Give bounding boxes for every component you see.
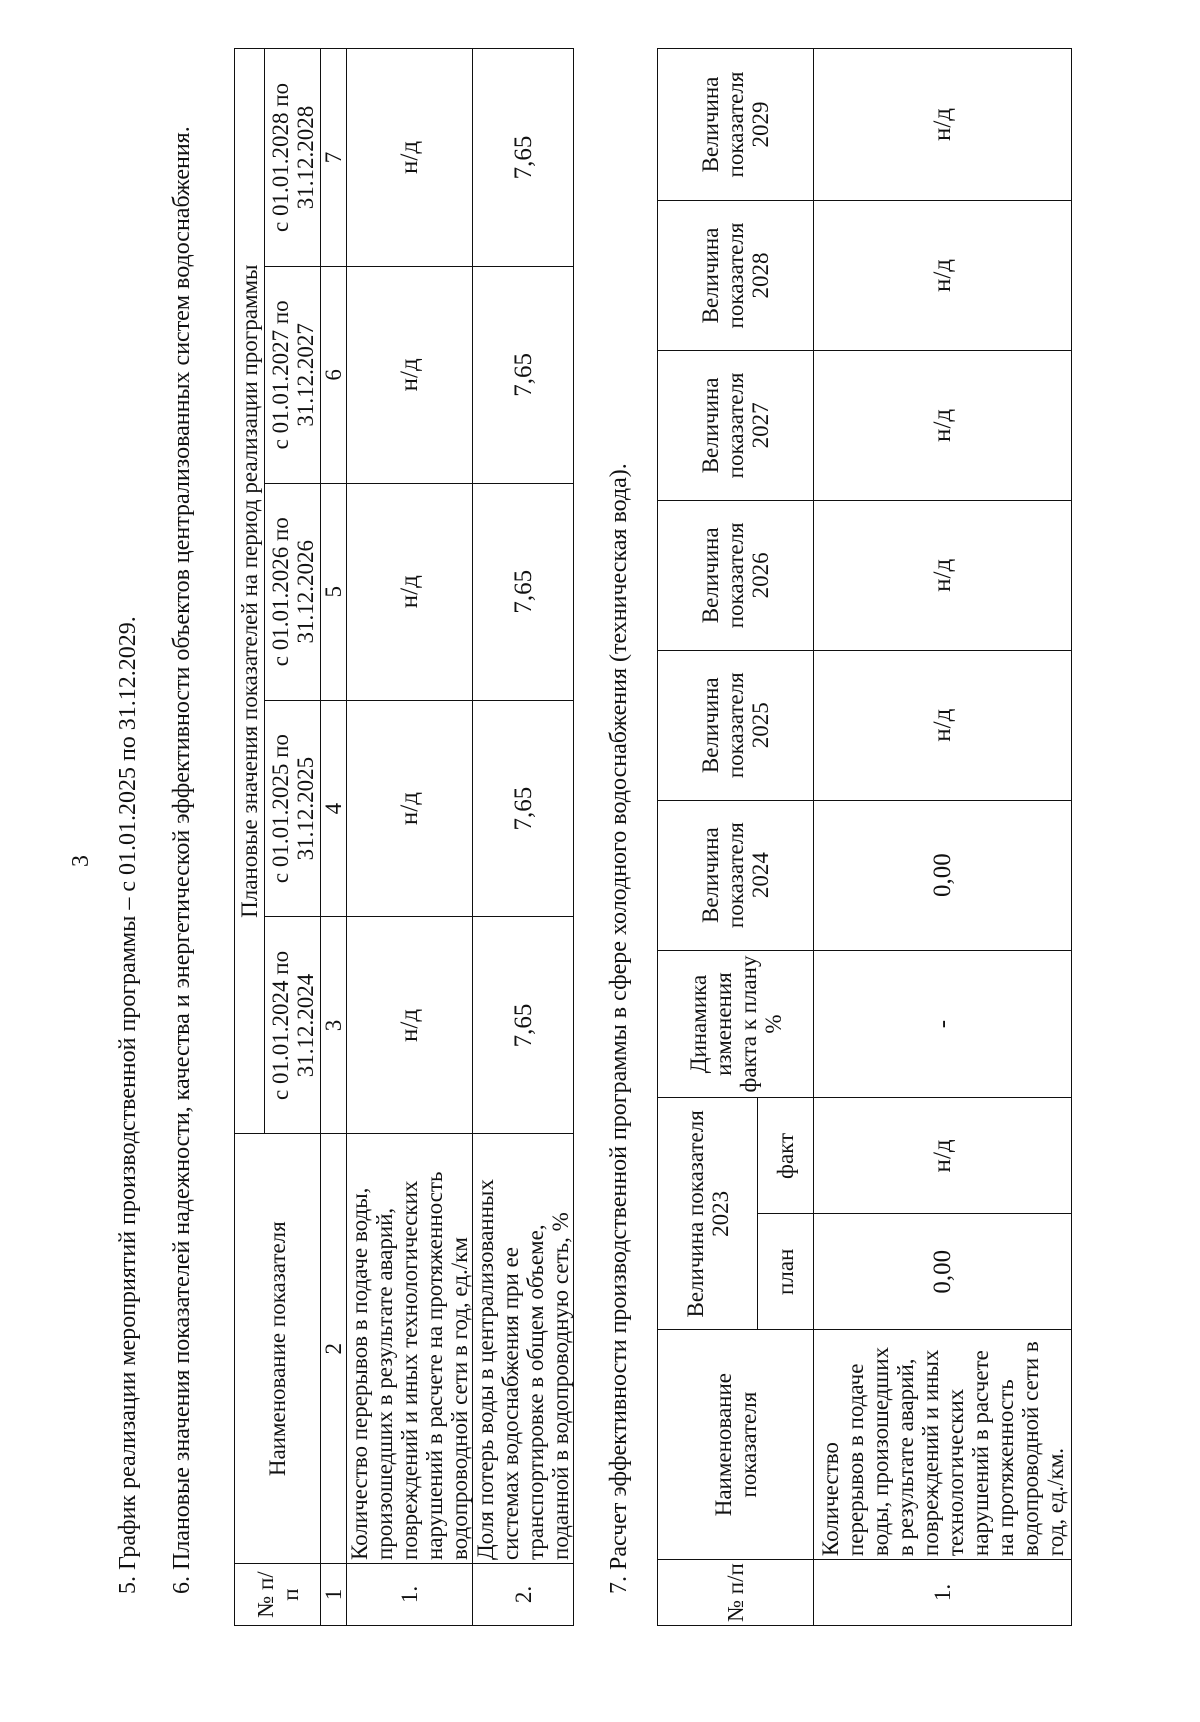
value-cell: 7,65 bbox=[473, 266, 574, 483]
value-cell: н/д bbox=[347, 266, 473, 483]
value-cell: 7,65 bbox=[473, 483, 574, 700]
row-number: 1. bbox=[814, 1560, 1072, 1626]
efficiency-calculation-table bbox=[657, 48, 1072, 1626]
value-cell: н/д bbox=[814, 500, 1072, 650]
header-number: № п/п bbox=[235, 1564, 321, 1626]
header-value-2023: Величина показателя 2023 bbox=[658, 1098, 758, 1330]
header-indicator-name: Наименование показателя bbox=[235, 1134, 321, 1564]
indicator-name: Количество перерывов в подаче воды, произошедших в результате аварий, повреждений и иных технологических нарушений в расчете на протяженность водопроводной сети в год, ед./км. bbox=[814, 1330, 1072, 1560]
header-period-2025: с 01.01.2025 по 31.12.2025 bbox=[265, 700, 321, 917]
header-period-2026: с 01.01.2026 по 31.12.2026 bbox=[265, 483, 321, 700]
header-value-2028: Величина показателя 2028 bbox=[658, 201, 814, 351]
header-value-2026: Величина показателя 2026 bbox=[658, 500, 814, 650]
value-cell: н/д bbox=[347, 49, 473, 267]
value-cell: н/д bbox=[347, 700, 473, 917]
value-cell: н/д bbox=[347, 917, 473, 1134]
value-cell: 7,65 bbox=[473, 700, 574, 917]
fact-value: н/д bbox=[814, 1098, 1072, 1214]
header-period-2027: с 01.01.2027 по 31.12.2027 bbox=[265, 266, 321, 483]
section-5-heading: 5. График реализации мероприятий производственной программы – с 01.01.2025 по 31.12.2029. bbox=[115, 616, 141, 1594]
header-fact: факт bbox=[758, 1098, 814, 1214]
plan-value: 0,00 bbox=[814, 1214, 1072, 1330]
value-cell: н/д bbox=[814, 350, 1072, 500]
header-period-2024: с 01.01.2024 по 31.12.2024 bbox=[265, 917, 321, 1134]
table-row bbox=[347, 49, 473, 1626]
value-cell: н/д bbox=[347, 483, 473, 700]
header-plan: план bbox=[758, 1214, 814, 1330]
row-number: 1. bbox=[347, 1564, 473, 1626]
planned-indicators-table bbox=[234, 48, 574, 1626]
header-number: № п/п bbox=[658, 1560, 814, 1626]
dynamics-value: - bbox=[814, 950, 1072, 1098]
column-number: 4 bbox=[321, 700, 347, 917]
table-row bbox=[473, 49, 574, 1626]
value-cell: н/д bbox=[814, 201, 1072, 351]
column-number: 6 bbox=[321, 266, 347, 483]
header-value-2029: Величина показателя 2029 bbox=[658, 49, 814, 201]
header-indicator-name: Наименование показателя bbox=[658, 1330, 814, 1560]
value-cell: н/д bbox=[814, 49, 1072, 201]
value-cell: 7,65 bbox=[473, 49, 574, 267]
indicator-name: Доля потерь воды в централизованных системах водоснабжения при ее транспортировке в общем объеме, поданной в водопроводную сеть, % bbox=[473, 1134, 574, 1564]
column-number: 1 bbox=[321, 1564, 347, 1626]
page-number: 3 bbox=[68, 855, 94, 867]
table-row bbox=[814, 49, 1072, 1626]
header-value-2025: Величина показателя 2025 bbox=[658, 650, 814, 800]
header-dynamics: Динамика изменения факта к плану % bbox=[658, 950, 814, 1098]
column-number: 5 bbox=[321, 483, 347, 700]
value-cell: н/д bbox=[814, 650, 1072, 800]
value-cell: 7,65 bbox=[473, 917, 574, 1134]
value-cell: 0,00 bbox=[814, 800, 1072, 950]
header-planned-values: Плановые значения показателей на период реализации программы bbox=[235, 49, 265, 1134]
section-7-heading: 7. Расчет эффективности производственной программы в сфере холодного водоснабжения (техническая вода). bbox=[606, 463, 632, 1594]
section-6-heading: 6. Плановые значения показателей надежности, качества и энергетической эффективности объектов централизованных систем водоснабжения. bbox=[169, 126, 195, 1594]
header-value-2027: Величина показателя 2027 bbox=[658, 350, 814, 500]
column-number: 7 bbox=[321, 49, 347, 267]
column-number: 3 bbox=[321, 917, 347, 1134]
column-number: 2 bbox=[321, 1134, 347, 1564]
header-value-2024: Величина показателя 2024 bbox=[658, 800, 814, 950]
row-number: 2. bbox=[473, 1564, 574, 1626]
indicator-name: Количество перерывов в подаче воды, произошедших в результате аварий, повреждений и иных технологических нарушений в расчете на протяженность водопроводной сети в год, ед./км bbox=[347, 1134, 473, 1564]
header-period-2028: с 01.01.2028 по 31.12.2028 bbox=[265, 49, 321, 267]
